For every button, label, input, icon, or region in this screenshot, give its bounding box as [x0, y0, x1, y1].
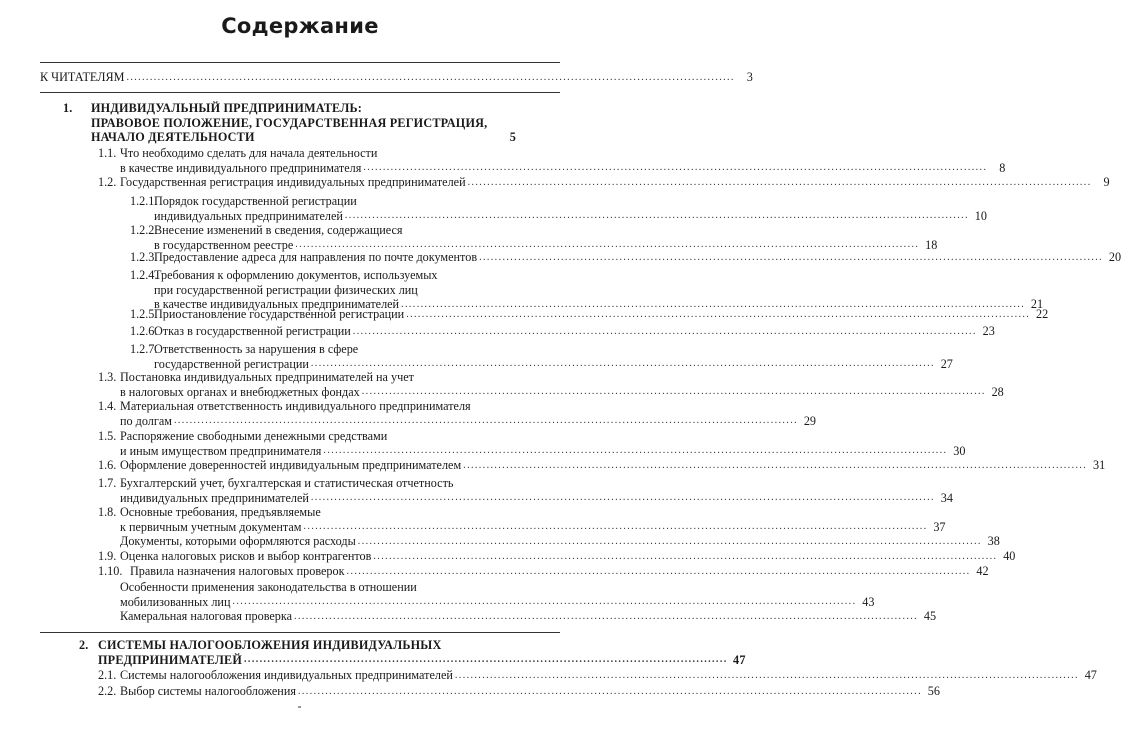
divider	[40, 632, 560, 633]
page-number: 34	[940, 490, 953, 505]
entry-line: ПРАВОВОЕ ПОЛОЖЕНИЕ, ГОСУДАРСТВЕННАЯ РЕГИСТРАЦИЯ,	[91, 115, 488, 130]
page-number: 18	[925, 237, 938, 252]
entry-title: Камеральная налоговая проверка	[120, 609, 293, 623]
entry-title: Документы, которыми оформляются расходы	[120, 534, 356, 548]
section-number: 2.1.	[98, 668, 117, 682]
entry-title: мобилизованных лиц	[120, 594, 231, 609]
page-number: 43	[862, 594, 875, 609]
toc-chapter-2[interactable]: СИСТЕМЫ НАЛОГООБЛОЖЕНИЯ ИНДИВИДУАЛЬНЫХ ПРЕДПРИНИМАТЕЛЕЙ ............................................................................................................................ 47	[98, 638, 746, 667]
toc-entry[interactable]: Постановка индивидуальных предпринимателей на учет в налоговых органах и внебюджетных фондах ................................................................................................................................................................ 28	[120, 370, 1004, 399]
page-number: 31	[1092, 458, 1106, 472]
entry-title: в государственном реестре	[154, 237, 294, 252]
page-number: 30	[953, 443, 966, 458]
page-mark	[298, 706, 301, 708]
entry-title: К ЧИТАТЕЛЯМ	[40, 70, 125, 84]
entry-line: Что необходимо сделать для начала деятельности	[120, 146, 378, 160]
page-number: 40	[1003, 549, 1016, 563]
entry-title: Правила назначения налоговых проверок	[130, 564, 345, 578]
page-number: 47	[733, 652, 746, 667]
section-number: 1.6.	[98, 458, 117, 472]
page-number: 8	[999, 160, 1006, 175]
entry-title: Системы налогообложения индивидуальных предпринимателей	[120, 668, 453, 682]
toc-chapter-1[interactable]	[91, 101, 516, 145]
toc-entry[interactable]: Что необходимо сделать для начала деятельности в качестве индивидуального предпринимателя ................................................................................................................................................................ 8	[120, 146, 1006, 175]
toc-entry[interactable]: Распоряжение свободными денежными средствами и иным имуществом предпринимателя ................................................................................................................................................................ 30	[120, 429, 966, 458]
page-number: 56	[927, 684, 940, 698]
page-number: 20	[1108, 250, 1121, 264]
page-number: 29	[803, 413, 816, 428]
section-number: 1.10.	[98, 564, 123, 578]
page-number: 23	[982, 324, 995, 338]
page-number: 45	[923, 609, 937, 623]
section-number: 1.2.7.	[130, 342, 158, 356]
entry-line: Ответственность за нарушения в сфере	[154, 342, 359, 356]
entry-title: Отказ в государственной регистрации	[154, 324, 351, 338]
page-number: 37	[933, 519, 946, 534]
section-number: 1.2.5.	[130, 307, 158, 321]
page-number: 27	[940, 356, 953, 371]
entry-title: и иным имуществом предпринимателя	[120, 443, 322, 458]
entry-title: в качестве индивидуального предпринимателя	[120, 160, 362, 175]
toc-entry[interactable]: Камеральная налоговая проверка ................................................................................................................................................................ 45	[120, 609, 937, 623]
toc-entry[interactable]: Требования к оформлению документов, используемых при государственной регистрации физических лиц в качестве индивидуальных предпринимателей ................................................................................................................................................................ 21	[154, 268, 1044, 311]
divider	[40, 62, 560, 63]
entry-line: Бухгалтерский учет, бухгалтерская и статистическая отчетность	[120, 476, 454, 490]
entry-line: Основные требования, предъявляемые	[120, 505, 321, 519]
page-number: 28	[991, 384, 1004, 399]
divider	[40, 92, 560, 93]
toc-entry[interactable]: Материальная ответственность индивидуального предпринимателя по долгам ................................................................................................................................................................ 29	[120, 399, 816, 428]
entry-line: Распоряжение свободными денежными средствами	[120, 429, 388, 443]
page-number: 21	[1030, 297, 1044, 311]
entry-title: ПРЕДПРИНИМАТЕЛЕЙ	[98, 652, 243, 667]
section-number: 1.8.	[98, 505, 117, 519]
chapter-number: 2.	[79, 638, 89, 652]
page-number: 38	[987, 534, 1000, 548]
entry-line: Внесение изменений в сведения, содержащиеся	[154, 223, 403, 237]
section-number: 1.2.2.	[130, 223, 158, 237]
entry-title: к первичным учетным документам	[120, 519, 302, 534]
entry-line: при государственной регистрации физических лиц	[154, 282, 418, 297]
section-number: 1.2.3.	[130, 250, 158, 264]
page-number: 5	[509, 130, 516, 144]
entry-line: Особенности применения законодательства в отношении	[120, 580, 417, 594]
toc-entry[interactable]: Оформление доверенностей индивидуальным предпринимателем ................................................................................................................................................................ 31	[120, 458, 1106, 472]
toc-entry[interactable]: Отказ в государственной регистрации ................................................................................................................................................................ 23	[154, 324, 995, 338]
toc-entry[interactable]: Приостановление государственной регистрации ................................................................................................................................................................ 22	[154, 307, 1049, 321]
section-number: 1.2.1.	[130, 194, 158, 208]
page-title: Содержание	[221, 14, 379, 38]
section-number: 1.2.4.	[130, 268, 158, 282]
toc-entry-intro[interactable]: К ЧИТАТЕЛЯМ ............................................................................................................................................................ 3	[40, 70, 753, 84]
section-number: 1.1.	[98, 146, 117, 160]
toc-entry[interactable]: Предоставление адреса для направления по почте документов ................................................................................................................................................................ 20	[154, 250, 1121, 264]
entry-title: индивидуальных предпринимателей	[120, 490, 309, 505]
toc-entry[interactable]: Основные требования, предъявляемые к первичным учетным документам ................................................................................................................................................................ 37	[120, 505, 946, 534]
page-number: 22	[1036, 307, 1049, 321]
toc-entry[interactable]: Внесение изменений в сведения, содержащиеся в государственном реестре ................................................................................................................................................................ 18	[154, 223, 938, 252]
section-number: 1.9.	[98, 549, 117, 563]
entry-title: индивидуальных предпринимателей	[154, 208, 343, 223]
entry-title: Оформление доверенностей индивидуальным предпринимателем	[120, 458, 462, 472]
entry-title: Приостановление государственной регистрации	[154, 307, 405, 321]
section-number: 1.2.	[98, 175, 117, 189]
page-number: 9	[1103, 175, 1110, 189]
section-number: 1.2.6.	[130, 324, 158, 338]
toc-entry[interactable]: Оценка налоговых рисков и выбор контрагентов ................................................................................................................................................................ 40	[120, 549, 1016, 563]
toc-entry[interactable]: Бухгалтерский учет, бухгалтерская и статистическая отчетность индивидуальных предпринимателей ................................................................................................................................................................ 34	[120, 476, 953, 505]
section-number: 2.2.	[98, 684, 117, 698]
section-number: 1.3.	[98, 370, 117, 384]
chapter-number: 1.	[63, 101, 73, 115]
page-number: 10	[974, 208, 987, 223]
page-number: 3	[746, 70, 753, 84]
section-number: 1.7.	[98, 476, 117, 490]
entry-line: Требования к оформлению документов, используемых	[154, 268, 438, 282]
entry-title: Предоставление адреса для направления по почте документов	[154, 250, 478, 264]
entry-title: Государственная регистрация индивидуальных предпринимателей	[120, 175, 466, 189]
toc-entry[interactable]: Выбор системы налогообложения ................................................................................................................................................................ 56	[120, 684, 940, 698]
section-number: 1.5.	[98, 429, 117, 443]
toc-entry[interactable]: Правила назначения налоговых проверок ................................................................................................................................................................ 42	[130, 564, 989, 578]
entry-title: НАЧАЛО ДЕЯТЕЛЬНОСТИ	[91, 130, 255, 144]
entry-title: по долгам	[120, 413, 172, 428]
entry-line: ИНДИВИДУАЛЬНЫЙ ПРЕДПРИНИМАТЕЛЬ:	[91, 101, 363, 115]
toc-entry[interactable]: Ответственность за нарушения в сфере государственной регистрации ................................................................................................................................................................ 27	[154, 342, 953, 371]
page-number: 42	[976, 564, 989, 578]
entry-title: Выбор системы налогообложения	[120, 684, 296, 698]
entry-title: Оценка налоговых рисков и выбор контрагентов	[120, 549, 372, 563]
entry-line: Постановка индивидуальных предпринимателей на учет	[120, 370, 414, 384]
entry-title: в налоговых органах и внебюджетных фондах	[120, 384, 360, 399]
entry-title: в качестве индивидуальных предпринимателей	[154, 297, 400, 311]
toc-entry[interactable]: Особенности применения законодательства в отношении мобилизованных лиц ................................................................................................................................................................ 43	[120, 580, 875, 609]
toc-entry[interactable]: Документы, которыми оформляются расходы ................................................................................................................................................................ 38	[120, 534, 1000, 548]
section-number: 1.4.	[98, 399, 117, 413]
entry-line: СИСТЕМЫ НАЛОГООБЛОЖЕНИЯ ИНДИВИДУАЛЬНЫХ	[98, 638, 442, 652]
toc-entry[interactable]: Системы налогообложения индивидуальных предпринимателей ................................................................................................................................................................ 47	[120, 668, 1097, 682]
entry-line: Материальная ответственность индивидуального предпринимателя	[120, 399, 471, 413]
entry-line: Порядок государственной регистрации	[154, 194, 357, 208]
entry-title: государственной регистрации	[154, 356, 309, 371]
page-number: 47	[1084, 668, 1097, 682]
toc-entry[interactable]: Государственная регистрация индивидуальных предпринимателей ................................................................................................................................................................ 9	[120, 175, 1110, 189]
toc-entry[interactable]: Порядок государственной регистрации индивидуальных предпринимателей ................................................................................................................................................................ 10	[154, 194, 987, 223]
